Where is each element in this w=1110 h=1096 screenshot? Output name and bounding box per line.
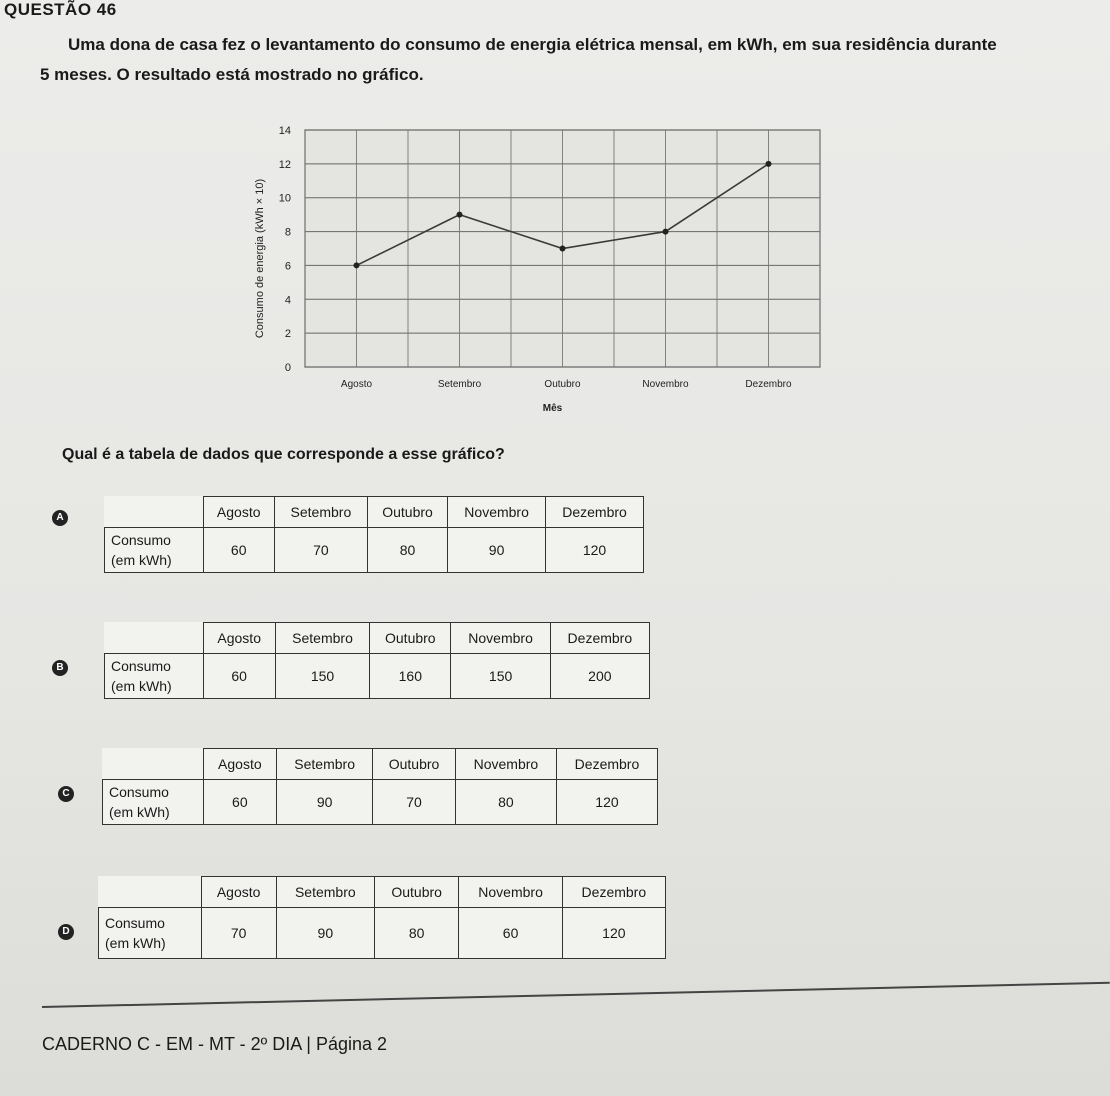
table-corner bbox=[105, 497, 204, 528]
month-header: Novembro bbox=[455, 749, 556, 780]
value-cell: 120 bbox=[556, 780, 657, 825]
value-cell: 60 bbox=[203, 654, 275, 699]
chart-svg bbox=[230, 115, 830, 415]
option-c-table bbox=[102, 748, 658, 825]
month-header: Setembro bbox=[274, 497, 367, 528]
table-corner bbox=[99, 877, 202, 908]
month-header: Novembro bbox=[451, 623, 550, 654]
table-corner bbox=[103, 749, 204, 780]
row-label: Consumo (em kWh) bbox=[105, 528, 204, 573]
y-axis-title: Consumo de energia (kWh × 10) bbox=[254, 178, 266, 339]
value-cell: 160 bbox=[370, 654, 451, 699]
value-cell: 80 bbox=[455, 780, 556, 825]
month-header: Dezembro bbox=[550, 623, 649, 654]
month-header: Agosto bbox=[203, 497, 274, 528]
month-header: Outubro bbox=[370, 623, 451, 654]
y-tick-label: 0 bbox=[284, 362, 291, 374]
x-tick-label: Setembro bbox=[437, 379, 482, 390]
month-header: Setembro bbox=[276, 877, 374, 908]
option-badge-a[interactable]: A bbox=[52, 510, 68, 526]
data-point bbox=[560, 246, 566, 252]
option-badge-d[interactable]: D bbox=[58, 924, 74, 940]
month-header: Setembro bbox=[277, 749, 373, 780]
option-b-table bbox=[104, 622, 650, 699]
value-cell: 200 bbox=[550, 654, 649, 699]
option-badge-b[interactable]: B bbox=[52, 660, 68, 676]
month-header: Outubro bbox=[374, 877, 459, 908]
footer-text: CADERNO C - EM - MT - 2º DIA | Página 2 bbox=[42, 1034, 387, 1054]
y-tick-label: 2 bbox=[284, 328, 291, 341]
month-header: Agosto bbox=[203, 623, 275, 654]
row-label: Consumo (em kWh) bbox=[105, 654, 204, 699]
x-tick-label: Agosto bbox=[340, 379, 373, 390]
value-cell: 70 bbox=[274, 528, 367, 573]
month-header: Dezembro bbox=[562, 877, 665, 908]
statement-line-1: Uma dona de casa fez o levantamento do consumo de energia elétrica mensal, em kWh, em sua residência durante bbox=[68, 35, 997, 54]
row-label: Consumo (em kWh) bbox=[99, 908, 202, 959]
month-header: Dezembro bbox=[546, 497, 644, 528]
y-tick-label: 10 bbox=[278, 192, 291, 205]
value-cell: 120 bbox=[562, 908, 665, 959]
month-header: Novembro bbox=[459, 877, 562, 908]
value-cell: 60 bbox=[459, 908, 562, 959]
x-tick-label: Outubro bbox=[544, 379, 581, 390]
value-cell: 90 bbox=[277, 780, 373, 825]
question-prompt: Qual é a tabela de dados que corresponde a esse gráfico? bbox=[62, 446, 505, 463]
option-badge-c[interactable]: C bbox=[58, 786, 74, 802]
option-d-table bbox=[98, 876, 666, 959]
value-cell: 90 bbox=[448, 528, 546, 573]
x-tick-label: Novembro bbox=[642, 379, 689, 390]
statement-line-2: 5 meses. O resultado está mostrado no gráfico. bbox=[40, 65, 424, 84]
y-tick-label: 12 bbox=[278, 158, 291, 171]
month-header: Outubro bbox=[367, 497, 447, 528]
option-a-table bbox=[104, 496, 644, 573]
data-point bbox=[766, 161, 772, 167]
y-tick-label: 4 bbox=[284, 294, 291, 307]
value-cell: 60 bbox=[203, 528, 274, 573]
data-point bbox=[457, 212, 463, 218]
month-header: Novembro bbox=[448, 497, 546, 528]
month-header: Outubro bbox=[373, 749, 456, 780]
value-cell: 150 bbox=[275, 654, 369, 699]
data-point bbox=[663, 229, 669, 235]
row-label: Consumo (em kWh) bbox=[103, 780, 204, 825]
month-header: Setembro bbox=[275, 623, 369, 654]
y-tick-label: 6 bbox=[284, 260, 291, 273]
value-cell: 70 bbox=[373, 780, 456, 825]
consumption-chart bbox=[230, 115, 830, 415]
value-cell: 80 bbox=[374, 908, 459, 959]
month-header: Agosto bbox=[201, 877, 276, 908]
value-cell: 80 bbox=[367, 528, 447, 573]
value-cell: 150 bbox=[451, 654, 550, 699]
question-number: QUESTÃO 46 bbox=[4, 0, 117, 19]
x-axis-title: Mês bbox=[542, 403, 563, 414]
value-cell: 120 bbox=[546, 528, 644, 573]
table-corner bbox=[105, 623, 204, 654]
question-statement bbox=[40, 30, 1020, 90]
value-cell: 60 bbox=[203, 780, 277, 825]
month-header: Agosto bbox=[203, 749, 277, 780]
value-cell: 70 bbox=[201, 908, 276, 959]
y-tick-label: 14 bbox=[278, 125, 291, 137]
month-header: Dezembro bbox=[556, 749, 657, 780]
data-point bbox=[354, 262, 360, 268]
y-tick-label: 8 bbox=[284, 226, 291, 239]
x-tick-label: Dezembro bbox=[745, 379, 792, 390]
value-cell: 90 bbox=[276, 908, 374, 959]
